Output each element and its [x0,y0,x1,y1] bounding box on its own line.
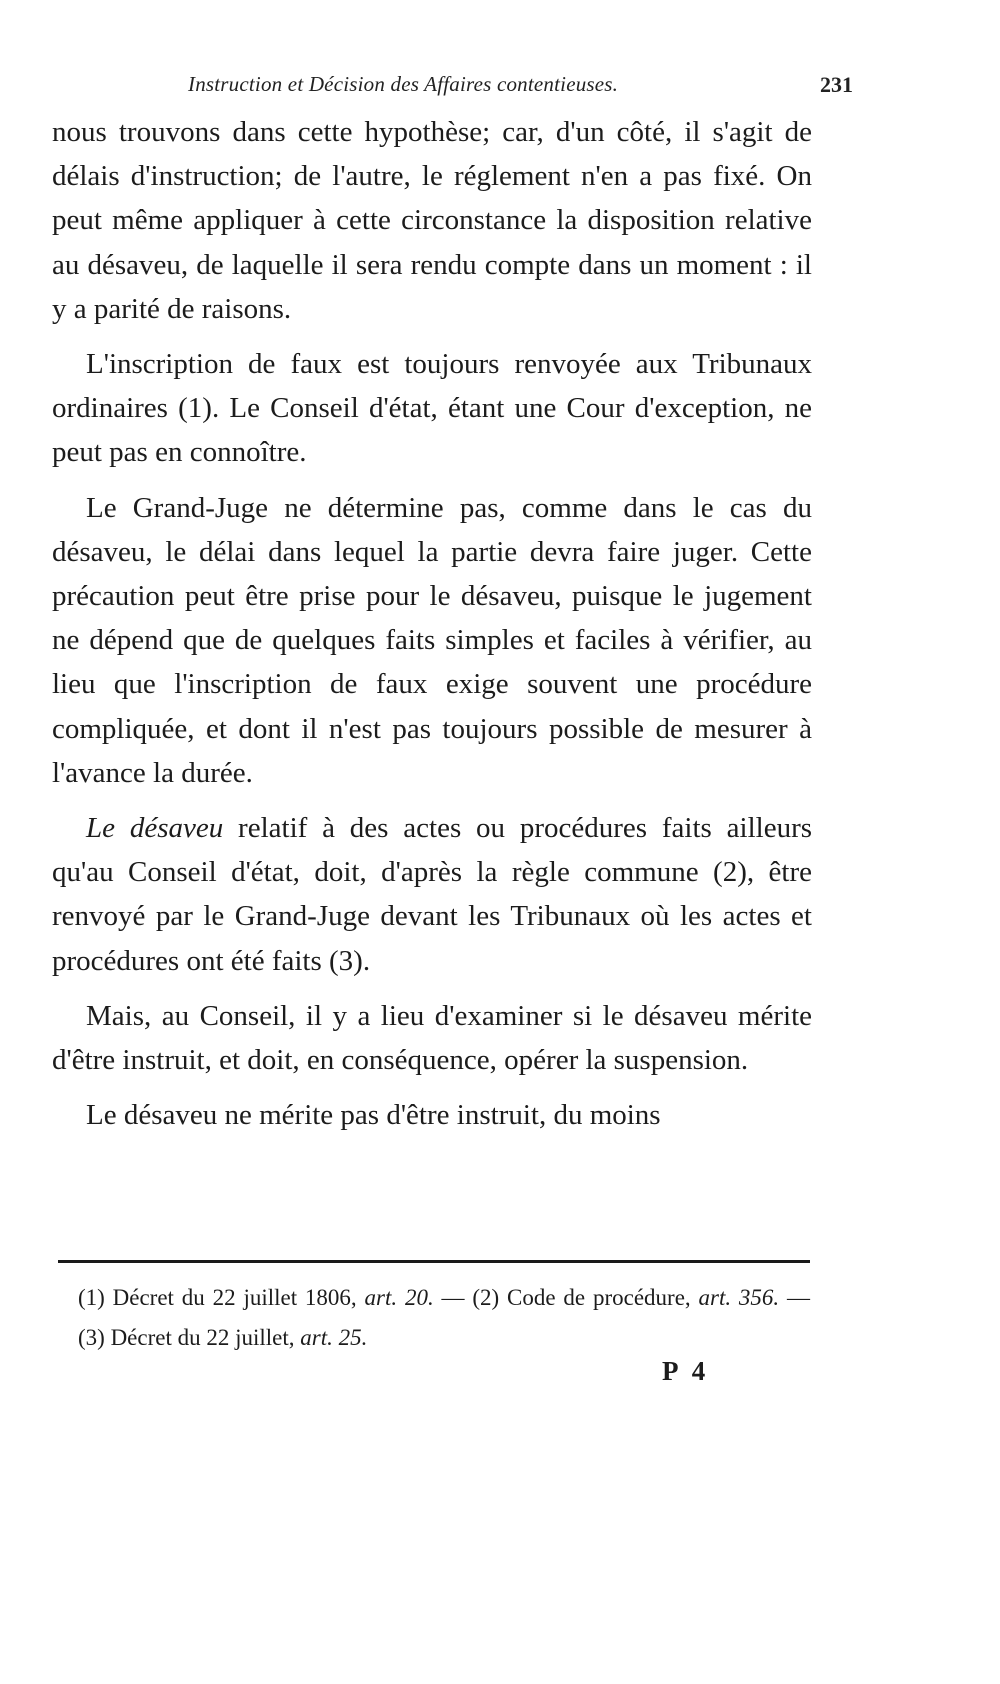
paragraph-4-text: relatif à des actes ou procédures faits ailleurs qu'au Conseil d'état, doit, d'après la règle commune (2), être renvoyé par le Grand-Juge devant les Tribunaux où les actes et procédures ont été faits (3). [52,812,813,977]
page-number: 231 [820,72,853,97]
paragraph-6: Le désaveu ne mérite pas d'être instruit, du moins [86,1099,661,1132]
paragraph-3: Le Grand-Juge ne détermine pas, comme dans le cas du désaveu, le délai dans lequel la partie devra faire juger. Cette précaution peut être prise pour le désaveu, puisque le jugement ne dépend que de quelques faits simples et faciles à vérifier, au lieu que l'inscription de faux exige souvent une procédure compliquée, et dont il n'est pas toujours possible de mesurer à l'avance la durée. [52,491,812,789]
running-title: Instruction et Décision des Affaires contentieuses. [188,72,619,96]
main-text [52,110,812,1137]
footnote-3: — (3) Décret du 22 juillet, [78,1285,811,1350]
footnote-2: — (2) Code de procédure, [433,1285,699,1310]
signature-mark: P 4 [662,1356,710,1386]
footnote-rule [58,1260,810,1263]
paragraph-5: Mais, au Conseil, il y a lieu d'examiner si le désaveu mérite d'être instruit, et doit, en conséquence, opérer la suspension. [52,999,812,1077]
paragraph-2: L'inscription de faux est toujours renvoyée aux Tribunaux ordinaires (1). Le Conseil d'état, étant une Cour d'exception, ne peut pas en connoître. [52,348,812,469]
paragraph-4 [52,806,812,983]
paragraph-4-italic-lead: Le désaveu [86,812,224,845]
footnote-3-article: art. 25. [300,1325,368,1350]
footnote-1: (1) Décret du 22 juillet 1806, [78,1285,365,1310]
footnotes [78,1278,810,1358]
footnote-text [78,1278,810,1358]
footnote-2-article: art. 356. [698,1285,780,1310]
footnote-1-article: art. 20. [364,1285,434,1310]
paragraph-1: nous trouvons dans cette hypothèse; car, d'un côté, il s'agit de délais d'instruction; de l'autre, le réglement n'en a pas fixé. On peut même appliquer à cette circonstance la disposition relative au désaveu, de laquelle il sera rendu compte dans un moment : il y a parité de raisons. [52,116,812,325]
